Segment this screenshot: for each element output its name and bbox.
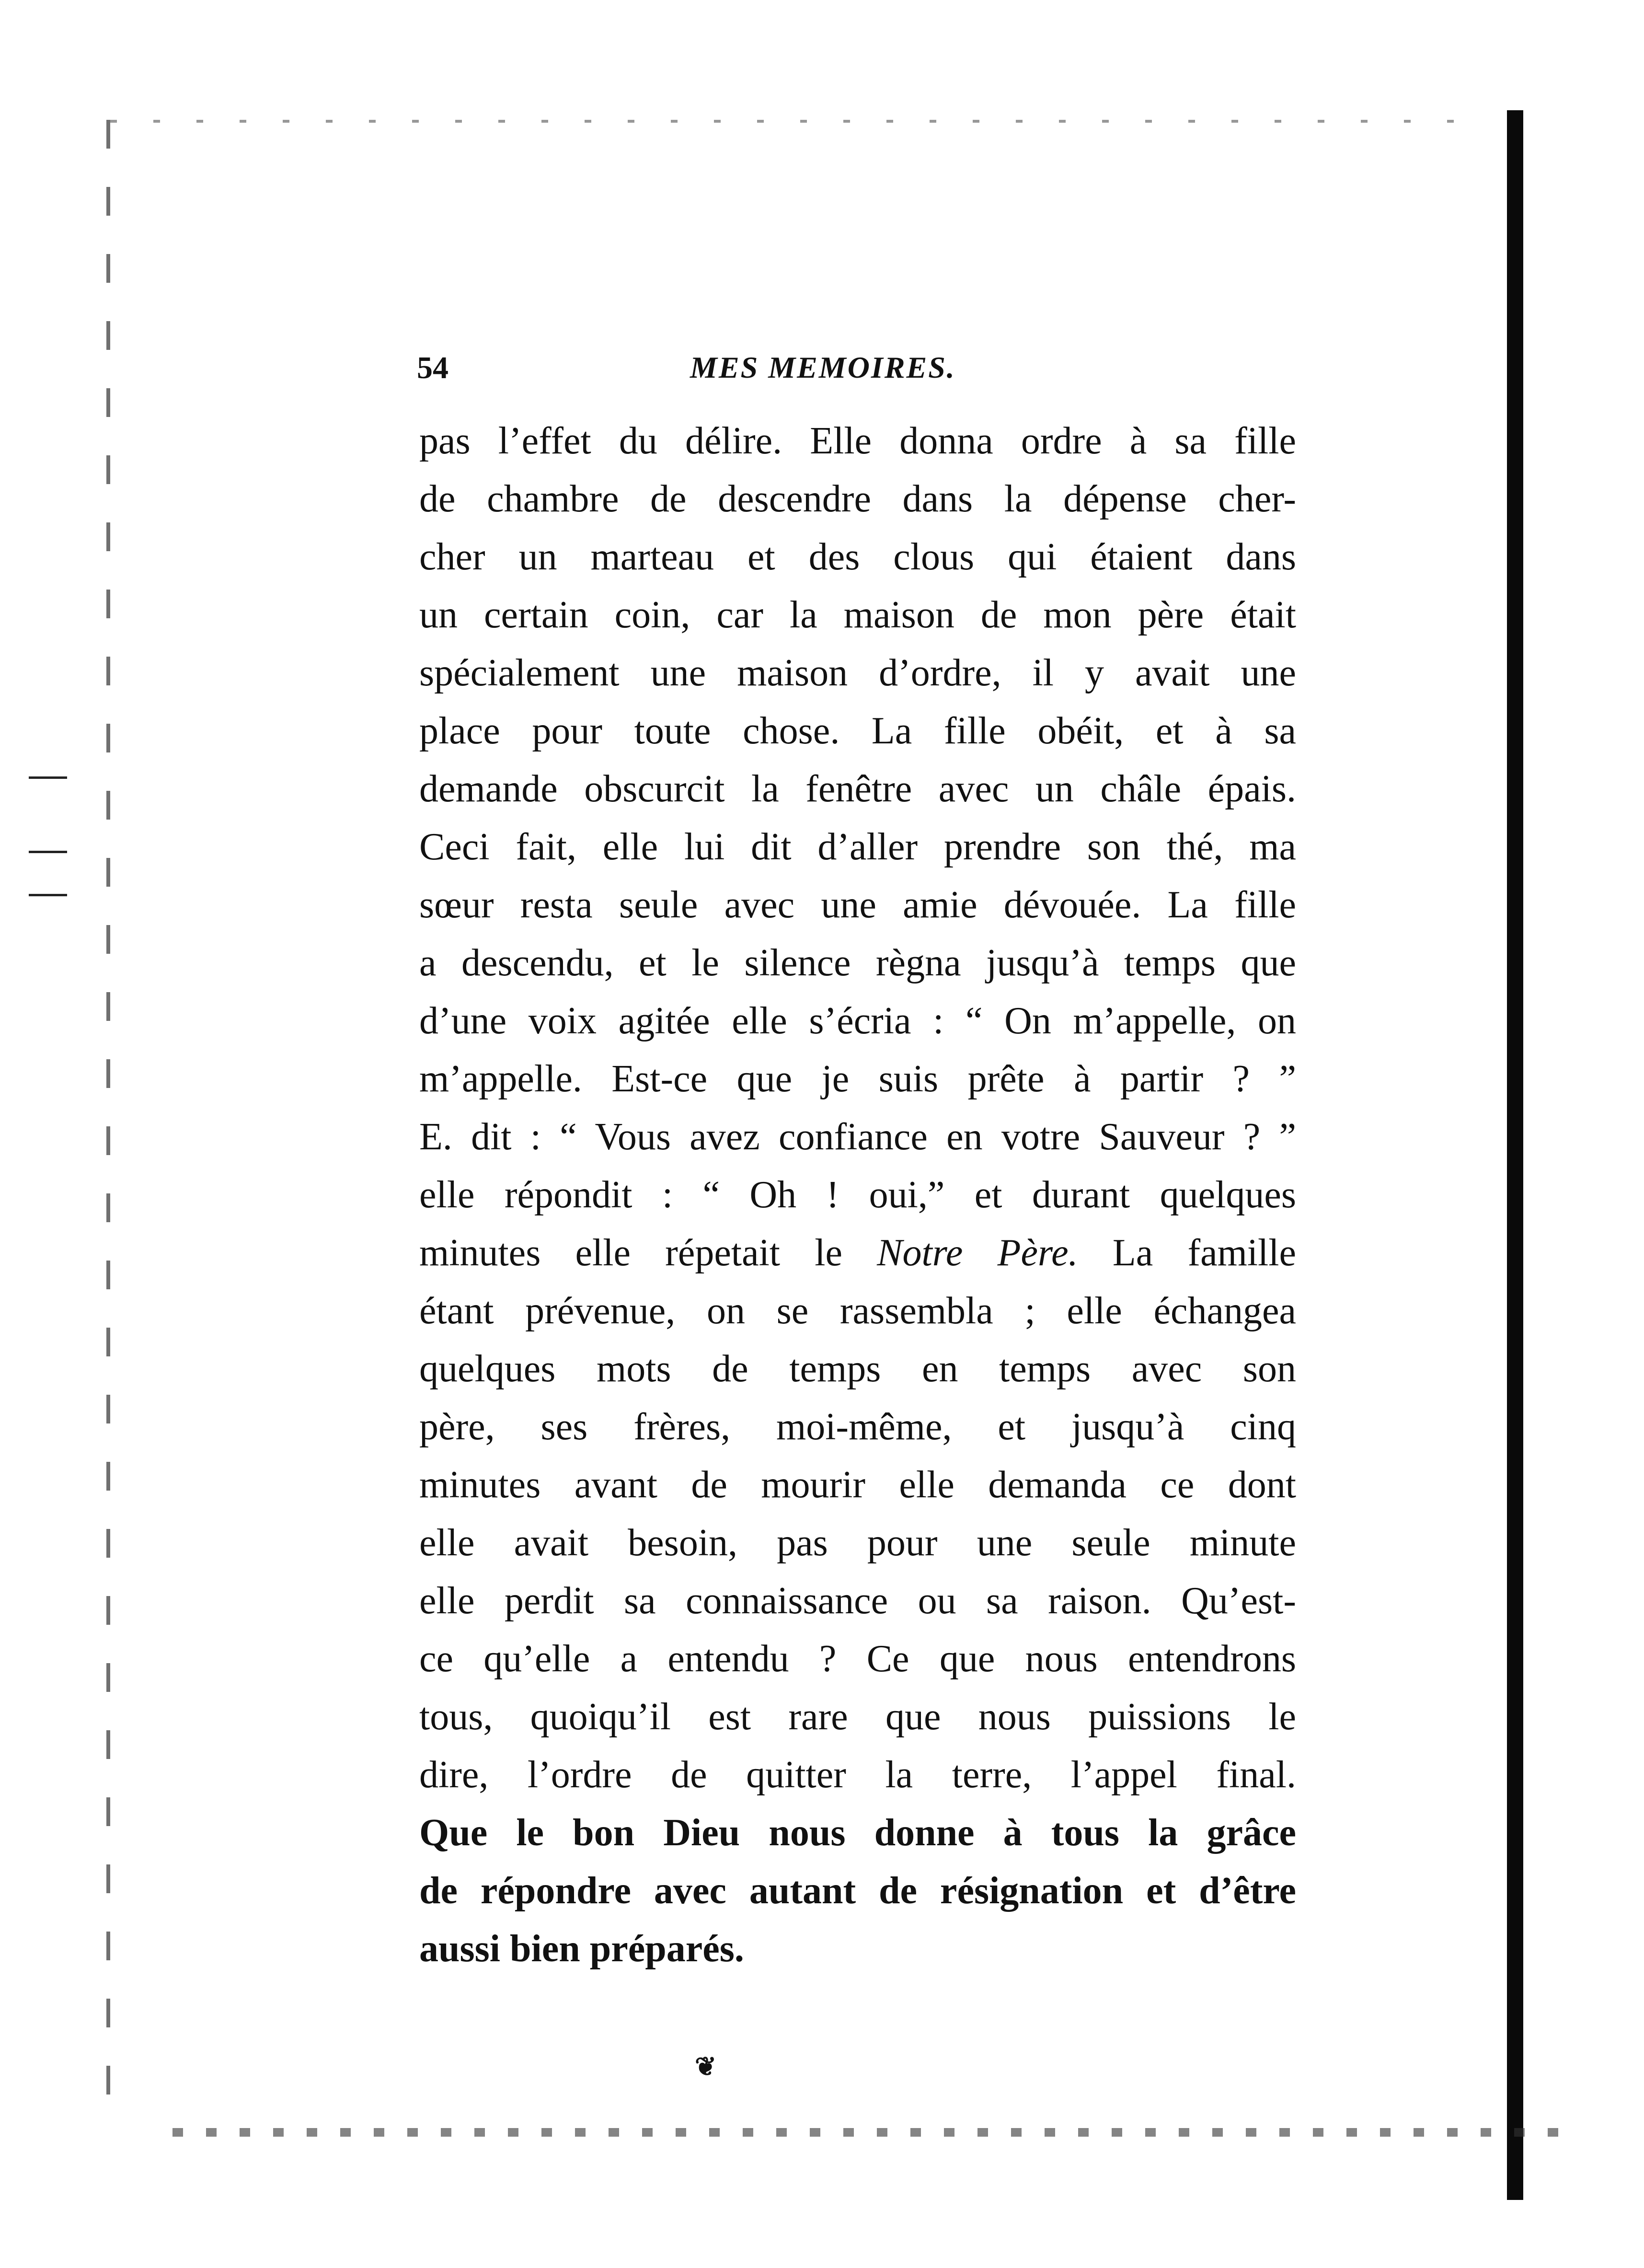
text-line: Ceci fait, elle lui dit d’aller prendre son thé, ma — [419, 826, 1296, 868]
margin-tick-mark — [29, 851, 67, 853]
text-line: d’une voix agitée elle s’écria : “ On m’appelle, on — [419, 1000, 1296, 1042]
text-line: étant prévenue, on se rassembla ; elle échangea — [419, 1290, 1296, 1332]
text-line: demande obscurcit la fenêtre avec un châle épais. — [419, 768, 1296, 810]
text-line: dire, l’ordre de quitter la terre, l’appel final. — [419, 1754, 1296, 1796]
page-header — [417, 350, 1021, 393]
italic-title: Notre Père. — [877, 1232, 1078, 1274]
text-line: elle répondit : “ Oh ! oui,” et durant quelques — [419, 1174, 1296, 1216]
text-line: Que le bon Dieu nous donne à tous la grâce — [419, 1812, 1296, 1854]
text-segment: minutes elle répetait le — [419, 1232, 877, 1274]
text-line: de chambre de descendre dans la dépense cher- — [419, 478, 1296, 520]
text-line: ce qu’elle a entendu ? Ce que nous entendrons — [419, 1638, 1296, 1680]
text-line: sœur resta seule avec une amie dévouée. La fille — [419, 884, 1296, 926]
margin-tick-mark — [29, 894, 67, 896]
text-line: place pour toute chose. La fille obéit, et à sa — [419, 710, 1296, 752]
text-line: m’appelle. Est-ce que je suis prête à partir ? ” — [419, 1058, 1296, 1100]
ornament-icon: ❦ — [695, 2052, 717, 2081]
text-line: tous, quoiqu’il est rare que nous puissions le — [419, 1696, 1296, 1738]
text-line: elle perdit sa connaissance ou sa raison. Qu’est- — [419, 1580, 1296, 1622]
running-title: MES MEMOIRES. — [690, 350, 956, 384]
text-line: de répondre avec autant de résignation et d’être — [419, 1870, 1296, 1912]
text-line: a descendu, et le silence règna jusqu’à temps que — [419, 942, 1296, 984]
text-line: E. dit : “ Vous avez confiance en votre Sauveur ? ” — [419, 1116, 1296, 1158]
scan-edge-bottom — [172, 2128, 1576, 2137]
text-line: minutes avant de mourir elle demanda ce dont — [419, 1464, 1296, 1506]
text-line: quelques mots de temps en temps avec son — [419, 1348, 1296, 1390]
scan-edge-right — [1507, 110, 1523, 2200]
text-line: cher un marteau et des clous qui étaient dans — [419, 536, 1296, 578]
text-line: spécialement une maison d’ordre, il y avait une — [419, 652, 1296, 694]
text-line-with-italic — [419, 1224, 1296, 1282]
text-line: un certain coin, car la maison de mon père était — [419, 594, 1296, 636]
text-segment: La famille — [1078, 1232, 1297, 1274]
margin-tick-mark — [29, 776, 67, 779]
text-line: père, ses frères, moi-même, et jusqu’à cinq — [419, 1406, 1296, 1448]
scan-edge-left — [106, 120, 110, 2109]
text-line: elle avait besoin, pas pour une seule minute — [419, 1522, 1296, 1564]
page-number: 54 — [417, 350, 448, 385]
body-text — [419, 412, 1296, 1978]
scan-edge-top — [110, 120, 1471, 123]
text-line: aussi bien préparés. — [419, 1928, 744, 1970]
text-line: pas l’effet du délire. Elle donna ordre à sa fille — [419, 420, 1296, 462]
